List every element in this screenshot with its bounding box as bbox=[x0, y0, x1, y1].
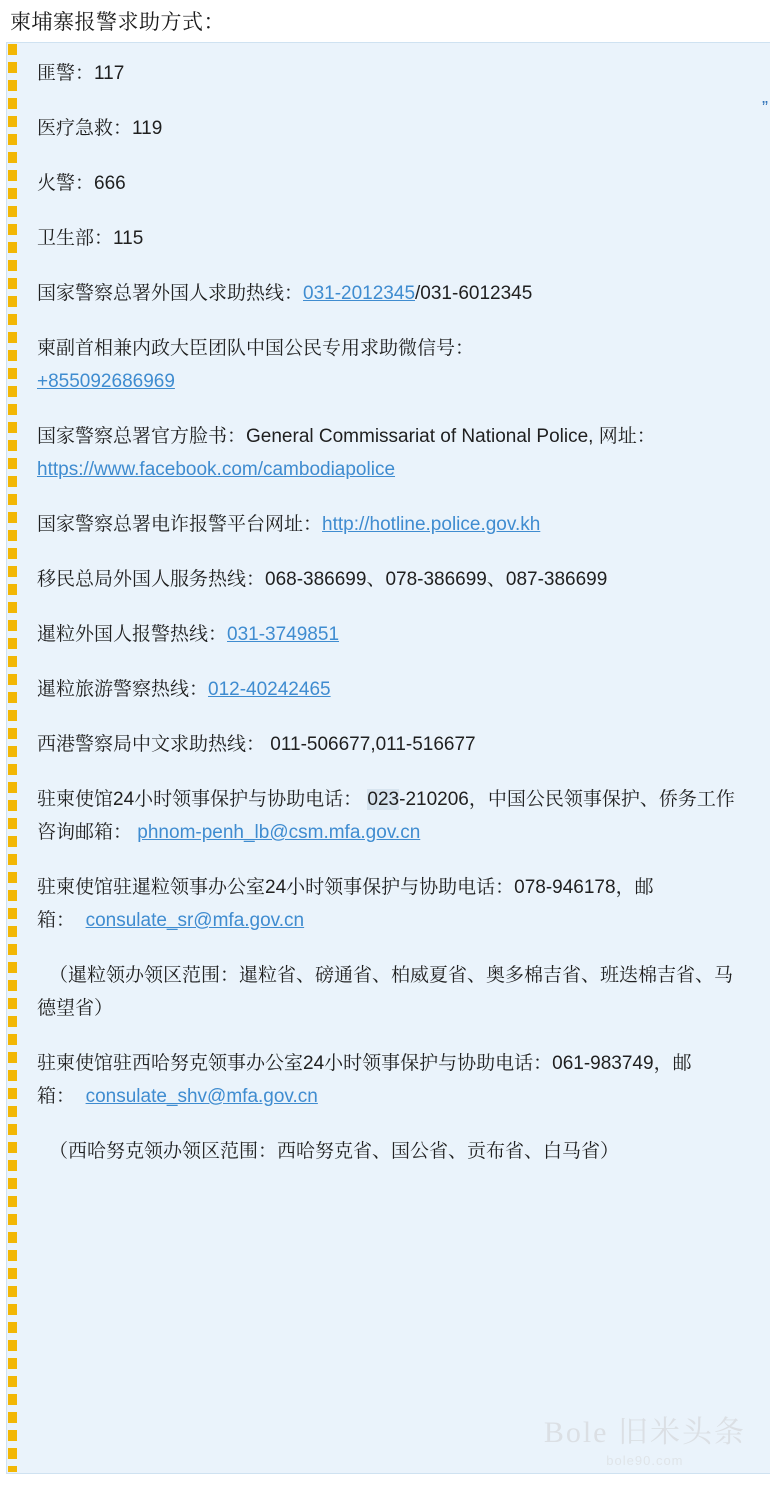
watermark-sub: bole90.com bbox=[606, 1453, 684, 1468]
list-item: 卫生部：115 bbox=[37, 228, 144, 249]
fraud-platform-link[interactable]: http://hotline.police.gov.kh bbox=[322, 514, 541, 535]
consulate-shv-row bbox=[37, 1047, 750, 1113]
embassy-email-link[interactable]: phnom-penh_lb@csm.mfa.gov.cn bbox=[137, 822, 421, 843]
immigration-label: 移民总局外国人服务热线： bbox=[37, 569, 266, 590]
siemreap-tourist-row bbox=[37, 673, 750, 706]
wechat-row bbox=[37, 332, 750, 398]
facebook-label: 国家警察总署官方脸书： bbox=[37, 426, 247, 447]
consulate-shv-email-link[interactable]: consulate_shv@mfa.gov.cn bbox=[85, 1086, 318, 1107]
immigration-row bbox=[37, 563, 750, 596]
consulate-sr-area: （暹粒领办领区范围：暹粒省、磅通省、柏威夏省、奥多棉吉省、班迭棉吉省、马德望省） bbox=[37, 965, 734, 1019]
decorative-dashed-bar bbox=[8, 44, 17, 1472]
list-item: 医疗急救：119 bbox=[37, 118, 163, 139]
embassy-row bbox=[37, 783, 750, 849]
siemreap-foreigner-row bbox=[37, 618, 750, 651]
siemreap-tourist-link[interactable]: 012-40242465 bbox=[208, 679, 331, 700]
page-title: 柬埔寨报警求助方式： bbox=[10, 11, 225, 34]
list-item: 匪警：117 bbox=[37, 63, 125, 84]
fraud-platform-label: 国家警察总署电诈报警平台网址： bbox=[37, 514, 323, 535]
watermark-main: Bole 旧米头条 bbox=[543, 1416, 746, 1449]
document-title-bar bbox=[0, 0, 770, 42]
foreigner-hotline-row bbox=[37, 277, 750, 310]
foreigner-hotline-rest: /031-6012345 bbox=[415, 283, 533, 304]
consulate-sr-email-link[interactable]: consulate_sr@mfa.gov.cn bbox=[85, 910, 305, 931]
siemreap-foreigner-link[interactable]: 031-3749851 bbox=[227, 624, 340, 645]
wechat-number-link[interactable]: +855092686969 bbox=[37, 371, 175, 392]
fraud-platform-row bbox=[37, 508, 750, 541]
embassy-label: 驻柬使馆24小时领事保护与协助电话： bbox=[37, 789, 363, 810]
quote-mark: ” bbox=[762, 98, 768, 118]
consulate-shv-label: 驻柬使馆驻西哈努克领事办公室24小时领事保护与协助电话：061-983749，邮箱： bbox=[37, 1053, 692, 1107]
siemreap-tourist-label: 暹粒旅游警察热线： bbox=[37, 679, 209, 700]
consulate-sr-label: 驻柬使馆驻暹粒领事办公室24小时领事保护与协助电话：078-946178，邮箱： bbox=[37, 877, 654, 931]
consulate-shv-area: （西哈努克领办领区范围：西哈努克省、国公省、贡布省、白马省） bbox=[49, 1141, 620, 1162]
bottom-strip bbox=[0, 1474, 770, 1486]
content-card bbox=[6, 42, 770, 1474]
embassy-phone-highlight: 023 bbox=[367, 789, 400, 810]
foreigner-hotline-link[interactable]: 031-2012345 bbox=[303, 283, 416, 304]
embassy-phone-rest: -210206，中国公民领事保护、侨务工作咨询邮箱： bbox=[37, 789, 735, 843]
foreigner-hotline-label: 国家警察总署外国人求助热线： bbox=[37, 283, 304, 304]
wechat-label: 柬副首相兼内政大臣团队中国公民专用求助微信号： bbox=[37, 338, 475, 359]
siemreap-foreigner-label: 暹粒外国人报警热线： bbox=[37, 624, 228, 645]
immigration-numbers: 068-386699、078-386699、087-386699 bbox=[265, 569, 608, 590]
sihanoukville-chinese-row bbox=[37, 728, 750, 761]
sihanoukville-chinese-numbers: 011-506677,011-516677 bbox=[270, 734, 476, 755]
consulate-sr-row bbox=[37, 871, 750, 937]
facebook-url-link[interactable]: https://www.facebook.com/cambodiapolice bbox=[37, 459, 396, 480]
facebook-page-name: General Commissariat of National Police bbox=[246, 426, 589, 447]
sihanoukville-chinese-label: 西港警察局中文求助热线： bbox=[37, 734, 266, 755]
list-item: 火警：666 bbox=[37, 173, 126, 194]
facebook-url-label: , 网址： bbox=[588, 426, 656, 447]
facebook-row bbox=[37, 420, 750, 486]
